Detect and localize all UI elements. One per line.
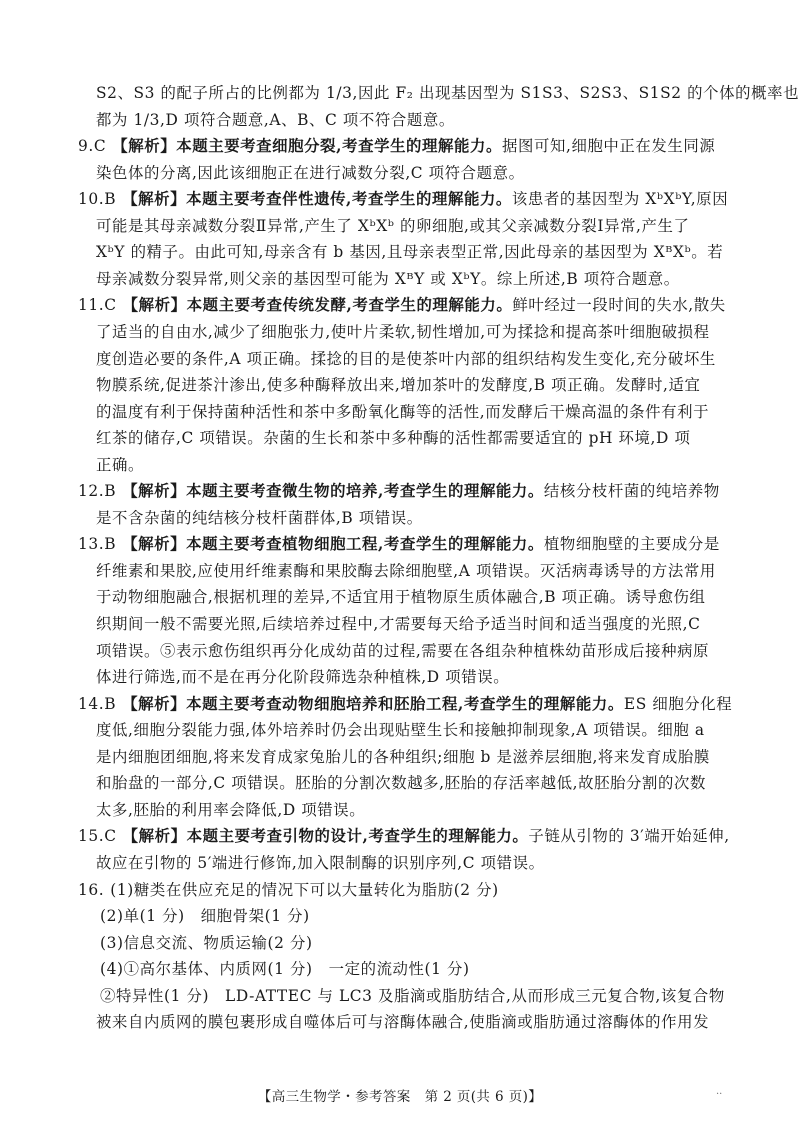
analysis-heading: 【解析】本题主要考查传统发酵,考查学生的理解能力。 — [122, 296, 513, 315]
text-line — [96, 109, 455, 131]
line-text: (2)单(1 分) 细胞骨架(1 分) — [100, 907, 310, 926]
question-number: 10.B — [78, 190, 117, 209]
line-text: 织期间一般不需要光照,后续培养过程中,才需要每天给予适当时间和适当强度的光照,C — [96, 615, 701, 633]
text-line — [96, 586, 706, 608]
text-line — [96, 215, 690, 237]
text-line — [78, 294, 726, 316]
line-text: 都为 1/3,D 项符合题意,A、B、C 项不符合题意。 — [96, 110, 455, 129]
text-line — [96, 666, 509, 688]
line-text: 项错误。⑤表示愈伤组织再分化成幼苗的过程,需要在各组杂种植株幼苗形成后接种病原 — [96, 641, 710, 660]
question-number: 9.C — [78, 137, 107, 156]
line-text: 是不含杂菌的纯结核分枝杆菌群体,B 项错误。 — [96, 508, 423, 527]
question-number: 11.C — [78, 296, 117, 315]
text-line — [96, 719, 705, 741]
text-line — [96, 772, 706, 794]
line-text: ES 细胞分化程 — [623, 694, 733, 713]
line-text: 是内细胞团细胞,将来发育成家兔胎儿的各种组织;细胞 b 是滋养层细胞,将来发育成胎膜 — [96, 747, 710, 766]
text-line — [96, 1011, 709, 1033]
text-line — [96, 241, 723, 263]
line-text: 度低,细胞分裂能力强,体外培养时仍会出现贴壁生长和接触抑制现象,A 项错误。细胞 a — [96, 721, 705, 740]
line-text: 可能是其母亲减数分裂Ⅱ异常,产生了 XᵇXᵇ 的卵细胞,或其父亲减数分裂Ⅰ异常,产生了 — [96, 216, 690, 235]
text-line — [100, 985, 725, 1007]
line-text: 红茶的储存,C 项错误。杂菌的生长和茶中多种酶的活性都需要适宜的 pH 环境,D 项 — [96, 429, 691, 448]
analysis-heading: 【解析】本题主要考查伴性遗传,考查学生的理解能力。 — [122, 190, 512, 209]
line-text: 故应在引物的 5′端进行修饰,加入限制酶的识别序列,C 项错误。 — [96, 853, 545, 872]
line-text: 结核分枝杆菌的纯培养物 — [543, 482, 720, 501]
question-number: 16. — [78, 880, 105, 899]
text-line — [96, 613, 701, 635]
text-line — [78, 135, 715, 157]
text-line — [96, 454, 144, 476]
analysis-heading: 【解析】本题主要考查细胞分裂,考查学生的理解能力。 — [112, 137, 502, 156]
text-line — [96, 268, 680, 290]
line-text: 体进行筛选,而不是在再分化阶段筛选杂种植株,D 项错误。 — [96, 668, 510, 687]
analysis-heading: 【解析】本题主要考查微生物的培养,考查学生的理解能力。 — [122, 482, 544, 501]
line-text: S2、S3 的配子所占的比例都为 1/3,因此 F₂ 出现基因型为 S1S3、S2S3、S1S2 的个体的概率也 — [96, 84, 800, 102]
line-text: 纤维素和果胶,应使用纤维素酶和果胶酶去除细胞壁,A 项错误。灭活病毒诱导的方法常用 — [96, 561, 716, 580]
line-text: ②特异性(1 分) LD-ATTEC 与 LC3 及脂滴或脂肪结合,从而形成三元复合物,该复合物 — [100, 986, 725, 1005]
text-line — [100, 905, 310, 927]
line-text: 染色体的分离,因此该细胞正在进行减数分裂,C 项符合题意。 — [96, 163, 525, 182]
line-text: 物膜系统,促进茶汁渗出,使多种酶释放出来,增加茶叶的发酵度,B 项正确。发酵时,适宜 — [96, 376, 701, 395]
text-line — [100, 958, 470, 980]
line-text: 据图可知,细胞中正在发生同源 — [502, 137, 716, 156]
analysis-heading: 【解析】本题主要考查动物细胞培养和胚胎工程,考查学生的理解能力。 — [122, 694, 624, 713]
line-text: XᵇY 的精子。由此可知,母亲含有 b 基因,且母亲表型正常,因此母亲的基因型为 XᴮXᵇ。若 — [96, 243, 724, 262]
text-line — [100, 932, 313, 954]
text-line — [78, 693, 732, 715]
text-line — [96, 852, 545, 874]
line-text: 了适当的自由水,减少了细胞张力,使叶片柔软,韧性增加,可为揉捻和提高茶叶细胞破损程 — [96, 322, 710, 341]
text-line — [96, 560, 716, 582]
question-number: 13.B — [78, 535, 117, 554]
text-line — [96, 82, 799, 104]
line-text: 和胎盘的一部分,C 项错误。胚胎的分割次数越多,胚胎的存活率越低,故胚胎分割的次数 — [96, 774, 707, 793]
text-line — [78, 825, 730, 847]
text-line — [78, 188, 728, 210]
page-footer: 【高三生物学・参考答案 第 2 页(共 6 页)】 — [257, 1089, 543, 1105]
text-line — [96, 374, 701, 396]
line-text: 植物细胞壁的主要成分是 — [543, 535, 720, 554]
line-text: 正确。 — [96, 455, 144, 474]
line-text: 被来自内质网的膜包裹形成自噬体后可与溶酶体融合,使脂滴或脂肪通过溶酶体的作用发 — [96, 1013, 710, 1032]
line-text: 度创造必要的条件,A 项正确。揉捻的目的是使茶叶内部的组织结构发生变化,充分破坏生 — [96, 349, 716, 368]
analysis-heading: 【解析】本题主要考查引物的设计,考查学生的理解能力。 — [122, 827, 529, 846]
line-text: (1)糖类在供应充足的情况下可以大量转化为脂肪(2 分) — [110, 880, 499, 899]
line-text: 的温度有利于保持菌种活性和茶中多酚氧化酶等的活性,而发酵后干燥高温的条件有利于 — [96, 402, 710, 421]
line-text: 鲜叶经过一段时间的失水,散失 — [512, 296, 726, 315]
line-text: 太多,胚胎的利用率会降低,D 项错误。 — [96, 800, 366, 819]
text-line — [96, 746, 710, 768]
text-line — [96, 640, 709, 662]
text-line — [96, 162, 525, 184]
text-line — [96, 401, 709, 423]
question-number: 12.B — [78, 482, 117, 501]
analysis-heading: 【解析】本题主要考查植物细胞工程,考查学生的理解能力。 — [122, 535, 544, 554]
line-text: 子链从引物的 3′端开始延伸, — [528, 827, 730, 846]
question-number: 14.B — [78, 694, 117, 713]
text-line — [96, 799, 365, 821]
text-line — [96, 348, 716, 370]
corner-mark: ·· — [716, 1089, 723, 1100]
text-line — [96, 427, 690, 449]
line-text: (3)信息交流、物质运输(2 分) — [100, 933, 313, 952]
text-line — [96, 321, 710, 343]
line-text: 母亲减数分裂异常,则父亲的基因型可能为 XᴮY 或 XᵇY。综上所述,B 项符合题意。 — [96, 269, 680, 288]
text-line — [78, 480, 720, 502]
line-text: 于动物细胞融合,根据机理的差异,不适宜用于植物原生质体融合,B 项正确。诱导愈伤组 — [96, 588, 706, 607]
text-line — [78, 533, 720, 555]
line-text: (4)①高尔基体、内质网(1 分) 一定的流动性(1 分) — [100, 960, 470, 979]
text-line — [96, 507, 423, 529]
text-line — [78, 879, 499, 901]
question-number: 15.C — [78, 827, 117, 846]
line-text: 该患者的基因型为 XᵇXᵇY,原因 — [511, 190, 729, 209]
